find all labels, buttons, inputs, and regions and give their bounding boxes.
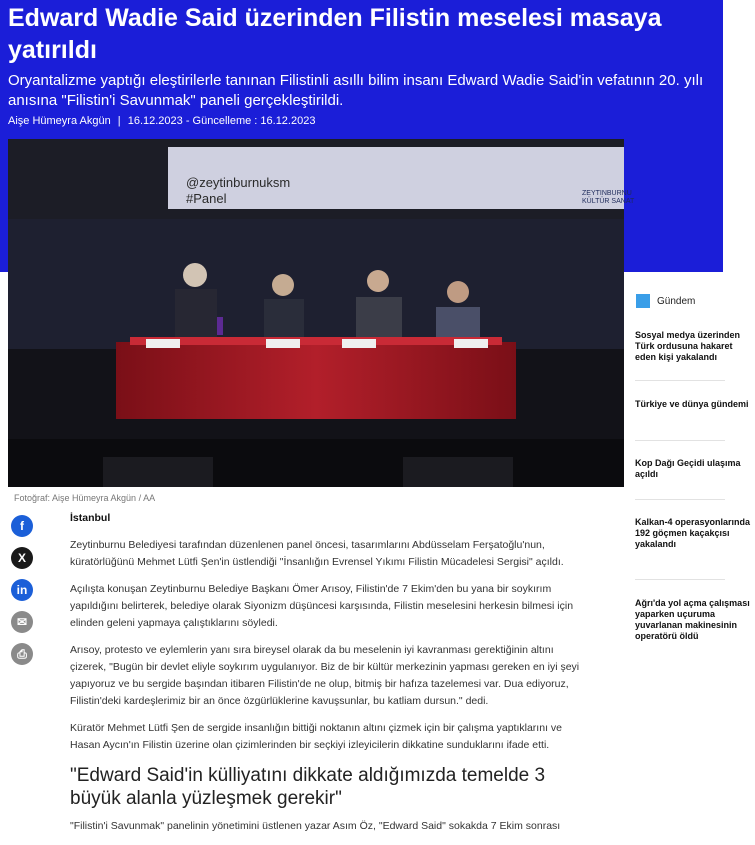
photo-caption: Fotoğraf: Aişe Hümeyra Akgün / AA	[14, 493, 156, 503]
facebook-share-button[interactable]	[11, 515, 33, 537]
linkedin-icon: in	[16, 583, 28, 597]
article-paragraph: Arısoy, protesto ve eylemlerin yanı sıra bireysel olarak da bu meselenin iyi kavranması gerektiğinin altını çizerek, "Bugün bir devlet eliyle soykırım uygulanıyor. Biz de bir kültür merkezinin yapması gereken en iyi şeyi yapıyoruz ve bu sergide başından itibaren Filistin'de ne olup, bitmiş bir hafıza tazelemesi var. Dua ediyoruz, Filistin'deki kardeşlerimiz bir an önce özgürlüklerine kavuşsunlar, bu katliam dursun." dedi.	[70, 644, 580, 707]
news-item[interactable]: Kop Dağı Geçidi ulaşıma açıldı	[635, 458, 741, 479]
email-icon: ✉	[16, 615, 28, 629]
gundem-title: Gündem	[657, 295, 696, 307]
byline-separator: |	[117, 115, 121, 127]
news-divider	[635, 440, 725, 441]
news-divider	[635, 380, 725, 381]
share-bar	[11, 515, 35, 675]
article-paragraph: Küratör Mehmet Lütfi Şen de sergide insanlığın bittiği noktanın altını çizmek için bir çalışma yaptıklarını ve Hasan Aycın'ın Filistin üzerine olan çizimlerinden bir seçkiyi izleyicilerin dikkatine sunduklarını ifade etti.	[70, 722, 562, 751]
linkedin-share-button[interactable]	[11, 579, 33, 601]
byline	[8, 115, 319, 127]
article-body	[70, 510, 592, 845]
facebook-icon: f	[20, 519, 24, 533]
article-subtitle: Oryantalizme yaptığı eleştirilerle tanınan Filistinli asıllı bilim insanı Edward Wadie Said'in vefatının 20. yılı anısına "Filistin'i Savunmak" paneli gerçekleştirildi.	[8, 72, 704, 109]
print-icon: ⎙	[17, 646, 27, 661]
article-city: İstanbul	[70, 512, 111, 524]
x-icon: X	[17, 551, 26, 565]
article-paragraph: Zeytinburnu Belediyesi tarafından düzenlenen panel öncesi, tasarımlarını Abdüsselam Ferşatoğlu'nun, küratörlüğünü Mehmet Lütfi Şen'in üstlendiği "İnsanlığın Evrensel Yıkımı Filistin Mücadelesi Sergisi" açıldı.	[70, 539, 564, 568]
logo-text-bottom: KÜLTÜR SANAT	[582, 198, 635, 205]
logo-text-top: ZEYTINBURNU	[582, 190, 632, 197]
x-share-button[interactable]	[11, 547, 33, 569]
gundem-sidebar	[628, 272, 751, 824]
publish-dates: 16.12.2023 - Güncelleme : 16.12.2023	[127, 115, 316, 127]
panel-photo-illustration	[8, 139, 635, 487]
screen-hashtag-text: #Panel	[186, 191, 227, 206]
gundem-marker-icon	[636, 294, 650, 308]
news-item[interactable]: Türkiye ve dünya gündemi	[635, 399, 749, 409]
screen-handle-text: @zeytinburnuksm	[186, 175, 291, 190]
article-title: Edward Wadie Said üzerinden Filistin meselesi masaya yatırıldı	[8, 4, 662, 64]
print-button[interactable]	[11, 643, 33, 665]
news-item[interactable]: Kalkan-4 operasyonlarında 192 göçmen kaçakçısı yakalandı	[635, 517, 751, 549]
article-paragraph: Açılışta konuşan Zeytinburnu Belediye Başkanı Ömer Arısoy, Filistin'de 7 Ekim'den bu yana bir soykırım yapıldığını belirterek, belediye olarak Siyonizm düşüncesi karşısında, Filistin meselesini herkesin bilmesi için elinden geleni yapmaya çalıştıklarını söyledi.	[70, 583, 574, 629]
news-item[interactable]: Ağrı'da yol açma çalışması yaparken uçuruma yuvarlanan makinesinin operatörü öldü	[635, 598, 750, 641]
article-paragraph: "Filistin'i Savunmak" panelinin yönetimini üstlenen yazar Asım Öz, "Edward Said" sokakda 7 Ekim sonrası	[70, 820, 561, 832]
news-divider	[635, 499, 725, 500]
article-subheading: "Edward Said'in külliyatını dikkate aldığımızda temelde 3 büyük alanla yüzleşmek gerekir"	[70, 765, 546, 809]
news-item[interactable]: Sosyal medya üzerinden Türk ordusuna hakaret eden kişi yakalandı	[635, 330, 741, 362]
article-photo	[8, 139, 635, 487]
gundem-heading	[636, 294, 695, 308]
email-share-button[interactable]	[11, 611, 33, 633]
author-name[interactable]: Aişe Hümeyra Akgün	[8, 115, 111, 127]
news-divider	[635, 579, 725, 580]
